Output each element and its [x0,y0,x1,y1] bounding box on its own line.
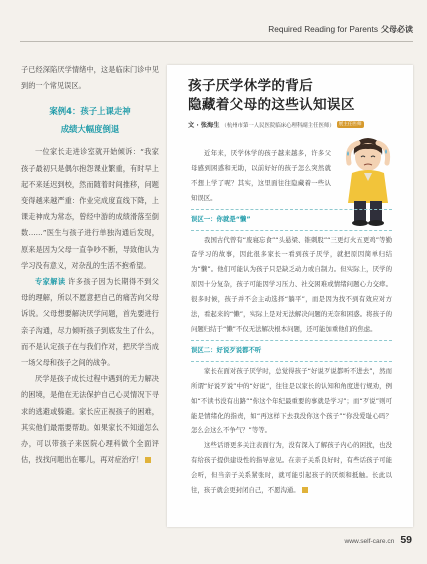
expert-label: 专家解读 [35,277,66,287]
closing-paragraph [21,371,159,468]
footer-website: www.self-care.cn [344,538,395,545]
misconception-2-title: 误区二：好说歹说都不听 [191,345,262,354]
misconception-2-body-continued-text: 这些话语更多关注表面行为，没有深入了解孩子内心的困扰，也没有给孩子提供建设性的指导意见。在亲子关系良好时，有些话孩子可能会听，但当亲子关系紧张时，就可能引起孩子的厌烦和抵触。长此以往，孩子就会更封闭自己，不愿沟通。 [191,441,392,495]
case-heading-line1: 案例4：孩子上课走神 [49,106,131,117]
left-column [21,62,159,468]
article-end-mark-icon [302,487,308,493]
running-header [268,21,413,37]
author-byline [188,120,413,129]
author-name: 文 · 张海生 [188,122,220,129]
article-body [191,146,392,498]
author-tag: 展主任医师 [338,122,362,127]
expert-paragraph [21,274,159,371]
article-card [167,65,413,527]
header-english: Required Reading for Parents [268,24,378,34]
section-divider-1 [191,209,392,210]
article-title-line2: 隐藏着父母的这些认知误区 [188,97,355,113]
page-footer [344,534,412,546]
expert-text: 许多孩子因为长期得不到父母的理解，所以不愿意把自己的痛苦向父母诉说。父母想要解决厌学问题，首先要进行亲子沟通，尽力倾听孩子到底发生了什么，而不是认定孩子在与我们作对，把厌学当成一场父母和孩子之间的战争。 [21,277,159,368]
page-number: 59 [400,534,412,546]
case-paragraph: 一位家长走进诊室就开始倾诉：“我家孩子最初只是偶尔抱怨课业繁重，有时早上起不来延迟到校，然而随着时间推移，问题变得越来越严重：作业完成度直线下降，上课走神成为常态，曾经中游的成绩滑落至倒数……”医生与孩子进行单独沟通后发现，原来是因为父母一直争吵不断，导致他认为学习没有意义，对杂乱的生活不抱希望。 [21,147,159,270]
closing-text: 厌学是孩子成长过程中遇到的无力解决的困境，是他在无法保护自己心灵情况下寻求的逃避或躲避。家长应正视孩子的困难，其实他们最需要帮助。如果家长不知道怎么办，可以带孩子来医院心理科做个全面评估，找找问题出在哪儿，再对症治疗！ [21,374,159,465]
header-rule [20,41,413,42]
misconception-2-body-continued [191,438,392,498]
misconception-1-body: 我国古代曾有“废寝忘食”“头悬梁、锥刺股”“三更灯火五更鸡”等勤奋学习的故事，因此很多家长一看到孩子厌学，就把原因简单归结为“懒”。他们可能认为孩子只是缺乏动力或自制力。但实际上，厌学的原因十分复杂，孩子可能因学习压力、社交困难或情绪问题心力交瘁。很多时候，孩子并不会主动选择“躺平”，而是因为找不到有效应对方法，看起来的“懒”，实际上是对无法解决问题的无奈和困惑。将孩子的问题归结于“懒”不仅无法解决根本问题，还可能加重他们的焦虑。 [191,235,392,333]
article-intro: 近年来，厌学休学的孩子越来越多，许多父母感到困惑和无助，以前好好的孩子怎么突然就不想上学了呢？其实，这里面往往隐藏着一些认知误区。 [191,149,331,202]
misconception-1-title: 误区一：你就是“懒” [191,214,251,223]
author-affiliation: （杭州市第一人民医院临床心理科副主任医师） [221,122,335,129]
article-title [188,77,403,115]
left-intro-text: 子已经深陷厌学情绪中，这是临床门诊中见到的一个常见误区。 [21,65,159,91]
case-heading-line2: 成绩大幅度倒退 [60,124,120,135]
misconception-2-body: 家长在面对孩子厌学时，总觉得孩子“好说歹说都听不进去”，然而所谓“好说歹说”中的“好说”，往往是以家长的认知和角度进行规劝，例如“不读书没有出路”“你这个年纪最重要的事就是学习”；而“歹说”则可能是情绪化的指责，如“再这样下去我没你这个孩子”“你没爱耻心吗？怎么会这么不争气？”等等。 [191,366,392,435]
header-chinese: 父母必读 [381,24,413,34]
article-title-line1: 孩子厌学休学的背后 [188,78,314,94]
case-heading [21,102,159,138]
section-divider-4 [191,361,392,362]
end-mark-icon [145,457,151,463]
section-divider-2 [191,230,392,231]
section-divider-3 [191,340,392,341]
